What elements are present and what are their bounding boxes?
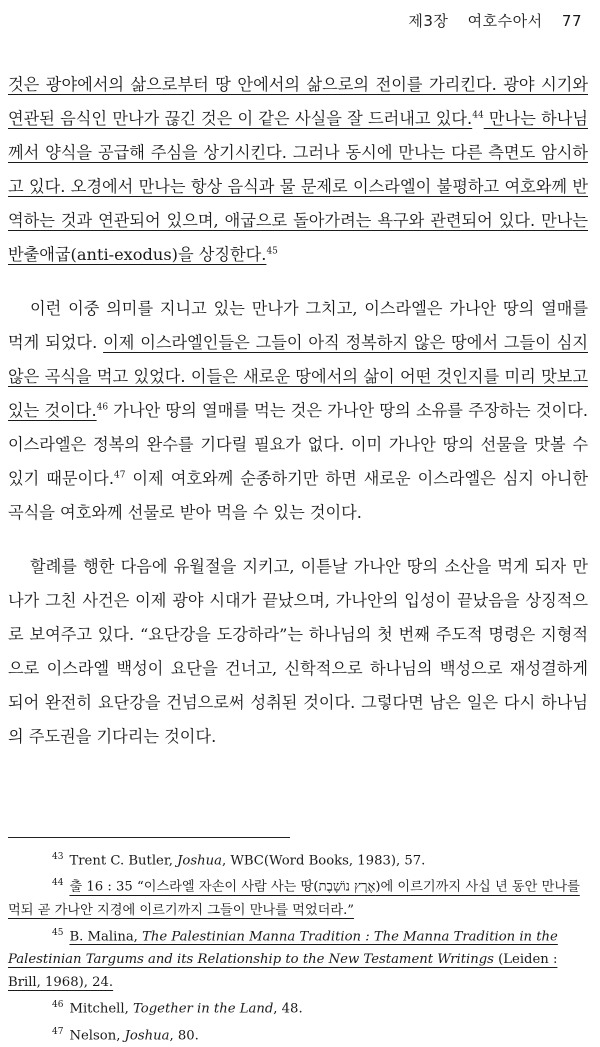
paragraph <box>8 292 588 530</box>
footnote-ref: 47 <box>113 470 126 481</box>
text-run: Trent C. Butler, <box>69 853 178 869</box>
text-run: 할례를 행한 다음에 유월절을 지키고, 이튿날 가나안 땅의 소산을 먹게 되자 만나가 그친 사건은 이제 광야 시대가 끝났으며, 가나안의 입성이 끝났음을 상징적으로 보여주고 있다. “요단강을 도강하라”는 하나님의 첫 번째 주도적 명령은 지형적으로 이스라엘 백성이 요단을 건너고, 신학적으로 하나님의 백성으로 재성결하게 되어 완전히 요단강을 건넘으로써 성취된 것이다. 그렇다면 남은 일은 다시 하나님의 주도권을 기다리는 것이다. <box>8 557 588 746</box>
footnote-number: 44 <box>52 878 64 889</box>
paragraph <box>8 550 588 754</box>
footnote <box>8 846 588 872</box>
text-run: , WBC(Word Books, 1983), 57. <box>221 853 426 869</box>
footnote-ref: 44 <box>472 110 484 121</box>
text-run: (Leiden : Brill, 1968), 24. <box>8 952 558 991</box>
footnote-ref: 45 <box>266 246 278 257</box>
text-run: Mitchell, <box>69 1001 133 1017</box>
footnote-number: 46 <box>52 1000 64 1011</box>
text-run: Joshua <box>124 1027 170 1043</box>
footnote-divider <box>8 837 290 838</box>
text-run: 만나는 하나님께서 양식을 공급해 주심을 상기시킨다. 그러나 동시에 만나는 다른 측면도 암시하고 있다. 오경에서 만나는 항상 음식과 물 문제로 이스라엘이 불평하고 여호와께 반역하는 것과 연관되어 있으며, 애굽으로 돌아가려는 욕구와 관련되어 있다. 만나는 반출애굽(anti-exodus)을 상징한다. <box>8 109 588 264</box>
text-run: , 80. <box>169 1027 199 1043</box>
footnote <box>8 1021 588 1047</box>
text-run: Together in the Land <box>132 1001 274 1017</box>
footnotes <box>8 846 588 1047</box>
text-run: 것은 광야에서의 삶으로부터 땅 안에서의 삶으로의 전이를 가리킨다. 광야 시기와 연관된 음식인 만나가 끊긴 것은 이 같은 사실을 잘 드러내고 있다. <box>8 75 588 128</box>
text-run: , 48. <box>273 1001 303 1017</box>
text-run: The Palestinian Manna Tradition : The Manna Tradition in the Palestinian Targums and its Relationship to the New Testament Writings <box>8 929 558 968</box>
text-run: Nelson, <box>69 1027 125 1043</box>
footnote-number: 45 <box>52 927 64 938</box>
running-header <box>394 10 582 31</box>
footnote-number: 47 <box>52 1026 64 1037</box>
text-run: 가나안 땅의 열매를 먹는 것은 가나안 땅의 소유를 주장하는 것이다. 이스라엘은 정복의 완수를 기다릴 필요가 없다. 이미 가나안 땅의 선물을 맛볼 수 있기 때문이다. <box>8 401 588 488</box>
paragraph <box>8 68 588 272</box>
footnote <box>8 872 588 921</box>
footnote-number: 43 <box>52 852 64 862</box>
page-number: 77 <box>561 12 582 30</box>
chapter-title: 여호수아서 <box>467 12 543 30</box>
body-text <box>8 68 588 774</box>
footnote-ref: 46 <box>96 402 109 413</box>
footnote <box>8 994 588 1020</box>
text-run: B. Malina, <box>69 929 143 945</box>
text-run: 이제 여호와께 순종하기만 하면 새로운 이스라엘은 심지 아니한 곡식을 여호와께 선물로 받아 먹을 수 있는 것이다. <box>8 469 588 522</box>
text-run: Joshua <box>177 853 222 869</box>
footnote <box>8 922 588 994</box>
text-run: 이제 이스라엘인들은 그들이 아직 정복하지 않은 땅에서 그들이 심지 않은 곡식을 먹고 있었다. 이들은 새로운 땅에서의 삶이 어떤 것인지를 미리 맛보고 있는 것이다. <box>8 333 588 420</box>
text-run: 이런 이중 의미를 지니고 있는 만나가 그치고, 이스라엘은 가나안 땅의 열매를 먹게 되었다. <box>8 299 588 352</box>
text-run: 출 16 : 35 “이스라엘 자손이 사람 사는 땅(אֶרֶץ נוֹשָׁבֶת)에 이르기까지 사십 년 동안 만나를 먹되 곧 가나안 지경에 이르기까지 그들이 만나를 먹었더라.” <box>8 879 580 918</box>
chapter-label: 제3장 <box>408 12 449 30</box>
